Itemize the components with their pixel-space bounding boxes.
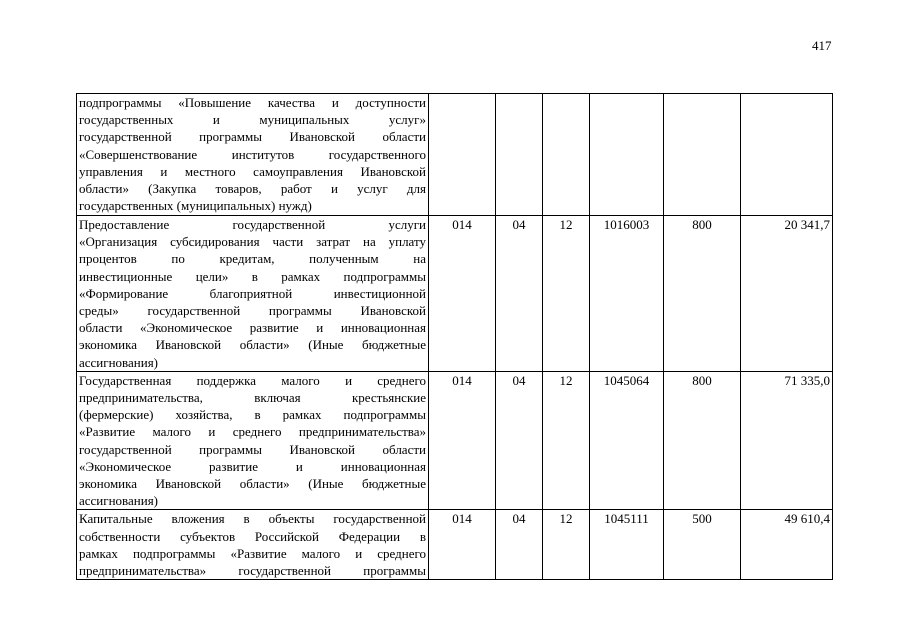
section-code-cell: 04 [496, 216, 543, 372]
description-line: государственной программы Ивановской области [79, 129, 426, 145]
subsection-code-cell: 12 [543, 510, 590, 580]
subsection-code-cell: 12 [543, 216, 590, 372]
page-number: 417 [812, 38, 832, 53]
row-description [77, 510, 429, 580]
description-line: среды» государственной программы Ивановской [79, 303, 426, 319]
description-line: экономика Ивановской области» (Иные бюджетные [79, 337, 426, 353]
table-row [77, 510, 833, 580]
row-description [77, 371, 429, 510]
amount-cell: 20 341,7 [741, 216, 833, 372]
description-line: собственности субъектов Российской Федерации в [79, 528, 426, 544]
description-line: ассигнования) [79, 493, 159, 509]
description-line: предпринимательства» государственной программы [79, 563, 426, 579]
description-line: подпрограммы «Повышение качества и доступности [79, 95, 426, 110]
section-code-cell: 04 [496, 371, 543, 510]
target-article-cell [590, 94, 664, 216]
subsection-code-cell [543, 94, 590, 216]
admin-code-cell: 014 [429, 371, 496, 510]
description-line: государственной программы Ивановской области [79, 441, 426, 457]
table-row [77, 94, 833, 216]
description-line: Капитальные вложения в объекты государственной [79, 511, 426, 527]
description-line: государственных (муниципальных) нужд) [79, 198, 312, 214]
description-line: области «Экономическое развитие и инновационная [79, 320, 426, 336]
target-article-cell: 1016003 [590, 216, 664, 372]
admin-code-cell: 014 [429, 216, 496, 372]
description-line: государственных и муниципальных услуг» [79, 112, 426, 128]
subsection-code-cell: 12 [543, 371, 590, 510]
description-line: (фермерские) хозяйства, в рамках подпрограммы [79, 407, 426, 423]
description-line: процентов по кредитам, полученным на [79, 251, 426, 267]
expense-type-cell: 800 [664, 371, 741, 510]
description-line: предпринимательства, включая крестьянские [79, 390, 426, 406]
row-description [77, 216, 429, 372]
amount-cell [741, 94, 833, 216]
description-line: рамках подпрограммы «Развитие малого и среднего [79, 545, 426, 561]
description-line: Предоставление государственной услуги [79, 217, 426, 232]
target-article-cell: 1045111 [590, 510, 664, 580]
amount-cell: 49 610,4 [741, 510, 833, 580]
description-line: области» (Закупка товаров, работ и услуг для [79, 181, 426, 197]
description-line: ассигнования) [79, 354, 159, 370]
description-line: управления и местного самоуправления Ивановской [79, 163, 426, 179]
expense-type-cell: 500 [664, 510, 741, 580]
description-line: «Развитие малого и среднего предпринимательства» [79, 424, 426, 440]
description-line: «Формирование благоприятной инвестиционной [79, 285, 426, 301]
amount-cell: 71 335,0 [741, 371, 833, 510]
description-line: «Организация субсидирования части затрат на уплату [79, 234, 426, 250]
description-line: экономика Ивановской области» (Иные бюджетные [79, 476, 426, 492]
description-line: «Экономическое развитие и инновационная [79, 458, 426, 474]
table-row [77, 216, 833, 372]
table-row [77, 371, 833, 510]
budget-table [76, 93, 833, 580]
target-article-cell: 1045064 [590, 371, 664, 510]
expense-type-cell [664, 94, 741, 216]
section-code-cell [496, 94, 543, 216]
description-line: инвестиционные цели» в рамках подпрограммы [79, 268, 426, 284]
row-description [77, 94, 429, 216]
description-line: Государственная поддержка малого и среднего [79, 372, 426, 388]
expense-type-cell: 800 [664, 216, 741, 372]
admin-code-cell: 014 [429, 510, 496, 580]
description-line: «Совершенствование институтов государственного [79, 146, 426, 162]
section-code-cell: 04 [496, 510, 543, 580]
admin-code-cell [429, 94, 496, 216]
